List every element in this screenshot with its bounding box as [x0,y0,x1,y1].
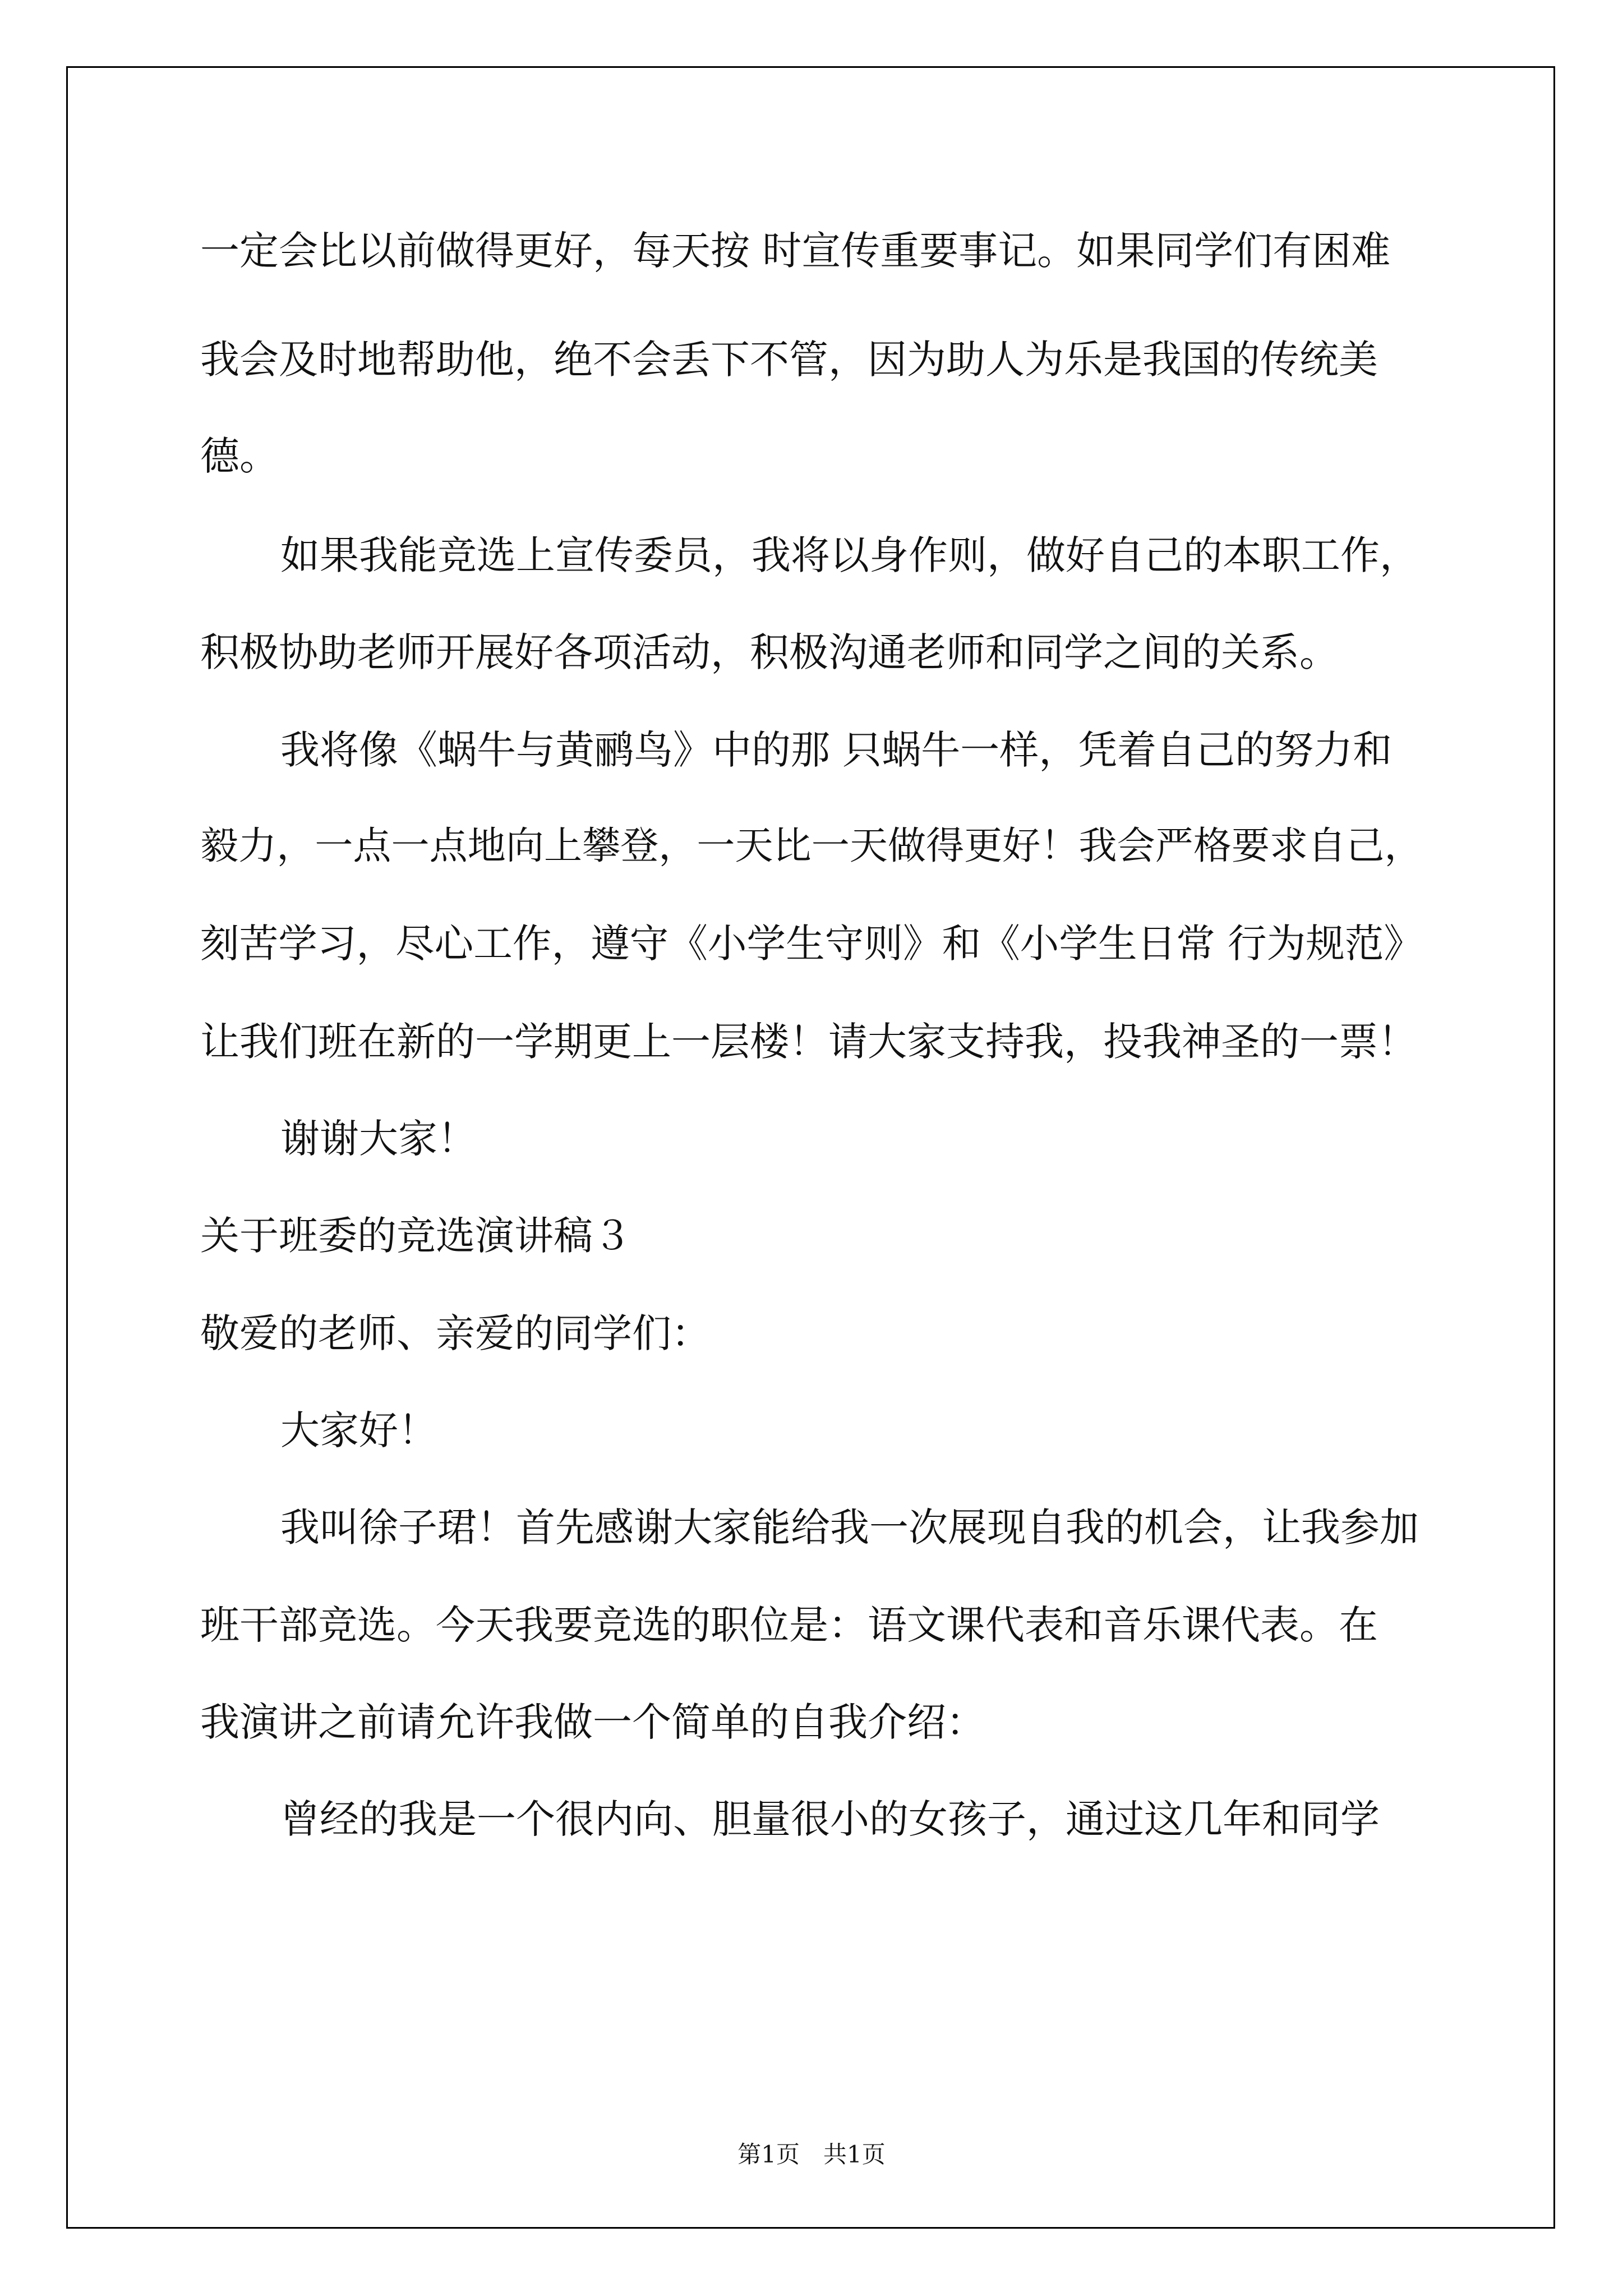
body-line-8: 刻苦学习，尽心工作，遵守《小学生守则》和《小学生日常 行为规范》 [200,921,1423,967]
body-line-9: 让我们班在新的一学期更上一层楼！请大家支持我，投我神圣的一票！ [200,1019,1417,1065]
section-heading: 关于班委的竞选演讲稿３ [200,1213,632,1259]
body-line-6: 我将像《蜗牛与黄鹂鸟》中的那 只蜗牛一样，凭着自己的努力和 [280,727,1393,773]
body-line-16: 我演讲之前请允许我做一个简单的自我介绍： [200,1699,985,1745]
body-line-15: 班干部竞选。今天我要竞选的职位是：语文课代表和音乐课代表。在 [200,1602,1378,1648]
body-line-14: 我叫徐子珺！首先感谢大家能给我一次展现自我的机会，让我参加 [280,1504,1419,1550]
body-line-10: 谢谢大家！ [280,1116,477,1162]
body-line-2: 我会及时地帮助他，绝不会丢下不管，因为助人为乐是我国的传统美 [200,337,1378,383]
greeting: 大家好！ [280,1407,437,1453]
body-line-7: 毅力，一点一点地向上攀登，一天比一天做得更好！我会严格要求自己， [200,824,1423,868]
body-line-4: 如果我能竞选上宣传委员，我将以身作则，做好自己的本职工作， [280,532,1419,578]
body-line-1: 一定会比以前做得更好，每天按 时宣传重要事记。如果同学们有困难 [200,228,1391,274]
body-line-17: 曾经的我是一个很内向、胆量很小的女孩子，通过这几年和同学 [280,1796,1380,1842]
page-footer: 第1页 共1页 [737,2141,886,2168]
body-line-5: 积极协助老师开展好各项活动，积极沟通老师和同学之间的关系。 [200,629,1339,675]
body-line-3: 德。 [200,433,279,479]
salutation: 敬爱的老师、亲爱的同学们： [200,1310,711,1356]
